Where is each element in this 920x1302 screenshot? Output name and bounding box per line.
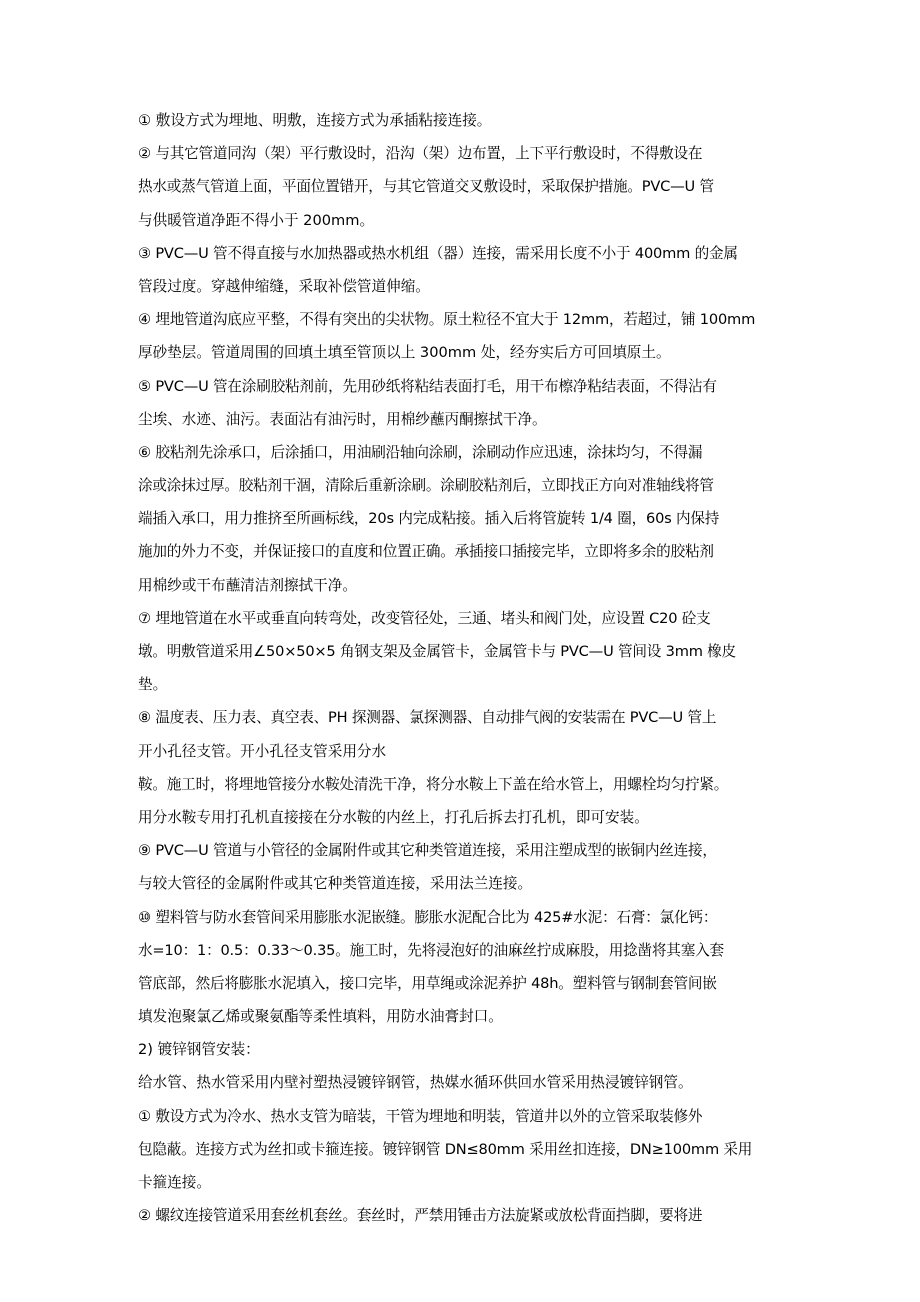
document-body (138, 104, 788, 1232)
text-line: 给水管、热水管采用内壁衬塑热浸镀锌钢管，热媒水循环供回水管采用热浸镀锌钢管。 (138, 1074, 693, 1092)
text-line: 热水或蒸气管道上面，平面位置错开，与其它管道交叉敷设时，采取保护措施。PVC—U 管 (138, 178, 714, 196)
text-line: 卡箍连接。 (138, 1174, 211, 1191)
text-line: ② 与其它管道同沟（架）平行敷设时，沿沟（架）边布置，上下平行敷设时，不得敷设在 (138, 145, 703, 163)
text-line: 尘埃、水迹、油污。表面沾有油污时，用棉纱蘸丙酮擦拭干净。 (138, 410, 547, 428)
text-line: ⑧ 温度表、压力表、真空表、PH 探测器、氯探测器、自动排气阀的安装需在 PVC—U 管上 (138, 709, 717, 727)
text-line: 用棉纱或干布蘸清洁剂擦拭干净。 (138, 576, 357, 594)
text-line: ① 敷设方式为埋地、明敷，连接方式为承插粘接连接。 (138, 112, 492, 129)
text-line: 涂或涂抹过厚。胶粘剂干涸，清除后重新涂刷。涂刷胶粘剂后，立即找正方向对准轴线将管 (138, 477, 714, 495)
text-line: 用分水鞍专用打孔机直接接在分水鞍的内丝上，打孔后拆去打孔机，即可安装。 (138, 808, 649, 826)
text-line: 与较大管径的金属附件或其它种类管道连接，采用法兰连接。 (138, 875, 533, 893)
text-line: 鞍。施工时，将埋地管接分水鞍处清洗干净，将分水鞍上下盖在给水管上，用螺栓均匀拧紧。 (138, 775, 729, 793)
text-line: ⑩ 塑料管与防水套管间采用膨胀水泥嵌缝。膨胀水泥配合比为 425#水泥：石膏：氯化钙： (138, 908, 718, 926)
text-line: 与供暖管道净距不得小于 200mm。 (138, 211, 375, 229)
text-line: ⑦ 埋地管道在水平或垂直向转弯处，改变管径处，三通、堵头和阀门处，应设置 C20 砼支 (138, 609, 711, 627)
text-line: 施加的外力不变，并保证接口的直度和位置正确。承插接口插接完毕，立即将多余的胶粘剂 (138, 543, 714, 561)
text-line: ⑥ 胶粘剂先涂承口，后涂插口，用油刷沿轴向涂刷，涂刷动作应迅速，涂抹均匀，不得漏 (138, 443, 703, 461)
text-line: 垫。 (138, 676, 168, 694)
text-line: 开小孔径支管。开小孔径支管采用分水 (138, 742, 387, 760)
text-line: 水=10：1：0.5：0.33～0.35。施工时，先将浸泡好的油麻丝拧成麻股，用捻凿将其塞入套 (138, 941, 724, 959)
text-line: ④ 埋地管道沟底应平整，不得有突出的尖状物。原土粒径不宜大于 12mm，若超过，铺 100mm (138, 311, 756, 329)
text-line: ② 螺纹连接管道采用套丝机套丝。套丝时，严禁用锤击方法旋紧或放松背面挡脚，要将进 (138, 1207, 703, 1225)
text-line: 厚砂垫层。管道周围的回填土填至管顶以上 300mm 处，经夯实后方可回填原土。 (138, 344, 671, 362)
text-line: 管段过度。穿越伸缩缝，采取补偿管道伸缩。 (138, 277, 430, 295)
text-line: 墩。明敷管道采用∠50×50×5 角钢支架及金属管卡，金属管卡与 PVC—U 管间设 3mm 橡皮 (138, 643, 736, 660)
text-line: 端插入承口，用力推挤至所画标线，20s 内完成粘接。插入后将管旋转 1/4 圈，60s 内保持 (138, 510, 720, 528)
text-line: 包隐蔽。连接方式为丝扣或卡箍连接。镀锌钢管 DN≤80mm 采用丝扣连接，DN≥100mm 采用 (138, 1140, 753, 1158)
text-line: 管底部，然后将膨胀水泥填入，接口完毕，用草绳或涂泥养护 48h。塑料管与钢制套管间嵌 (138, 974, 717, 992)
section-heading: 2) 镀锌钢管安装： (138, 1041, 260, 1059)
text-line: ① 敷设方式为冷水、热水支管为暗装，干管为埋地和明装，管道井以外的立管采取装修外 (138, 1107, 703, 1125)
text-line: ⑨ PVC—U 管道与小管径的金属附件或其它种类管道连接，采用注塑成型的嵌铜内丝连接， (138, 842, 717, 860)
text-line: ⑤ PVC—U 管在涂刷胶粘剂前，先用砂纸将粘结表面打毛，用干布檫净粘结表面，不得沾有 (138, 377, 717, 395)
text-line: 填发泡聚氯乙烯或聚氨酯等柔性填料，用防水油膏封口。 (138, 1008, 503, 1026)
text-line: ③ PVC—U 管不得直接与水加热器或热水机组（器）连接，需采用长度不小于 400mm 的金属 (138, 244, 738, 262)
